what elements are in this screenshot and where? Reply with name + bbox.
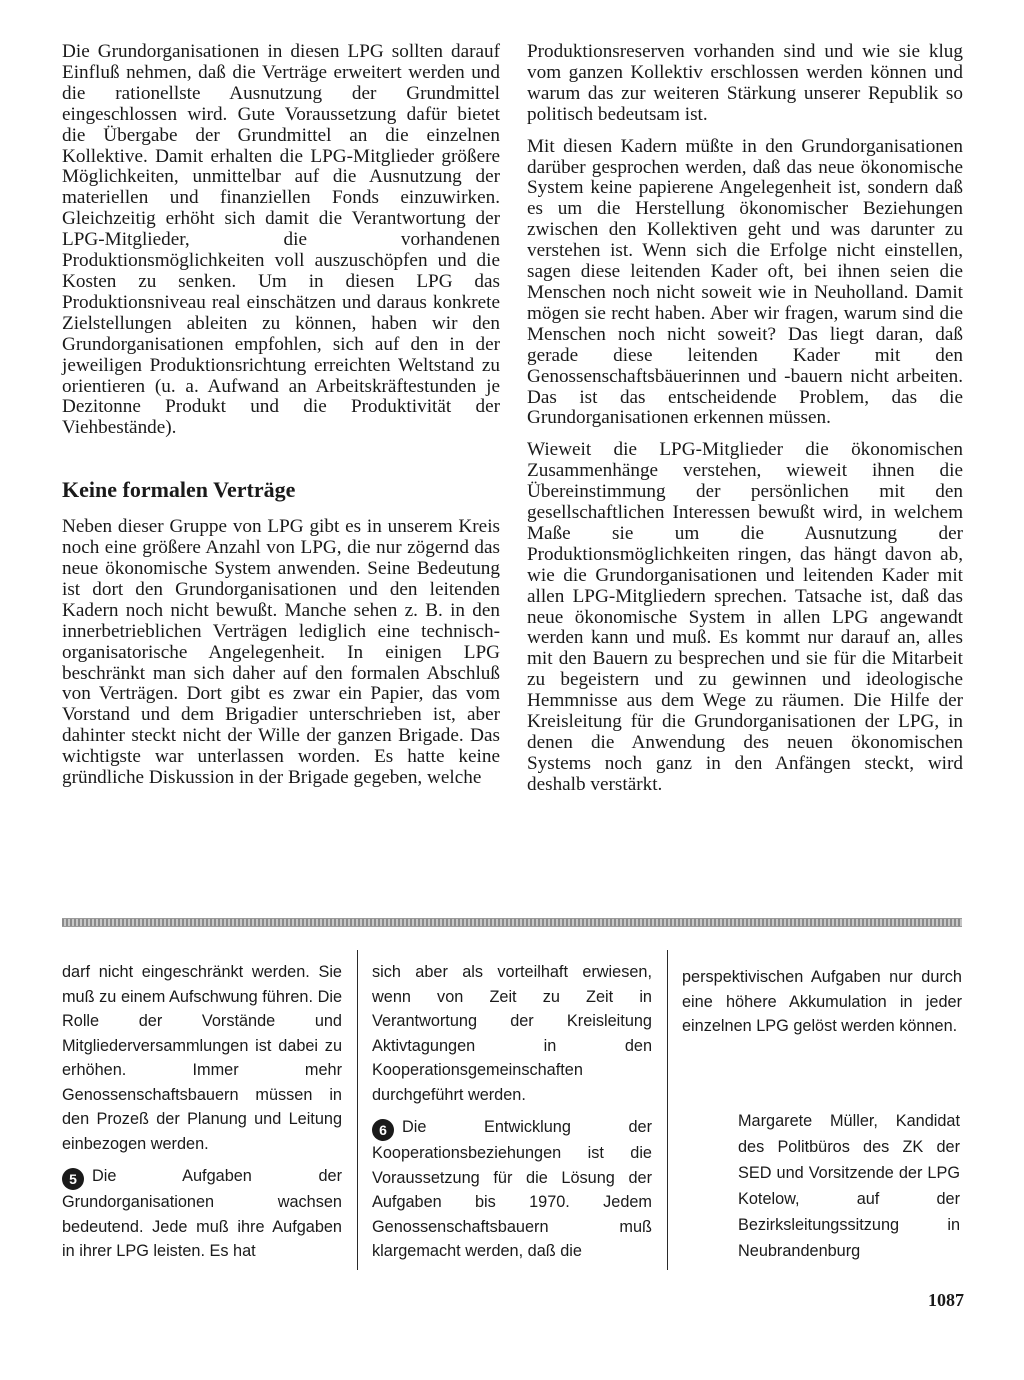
- lower-column-3: [682, 965, 962, 1039]
- upper-left-paragraph-1: Die Grundorganisationen in diesen LPG sollten darauf Einfluß nehmen, daß die Verträge erweitert werden und die rationellste Ausnutzung der Grundmittel eingeschlossen wird. Gute Voraussetzung dafür bietet die Übergabe der Grundmittel an die einzelnen Kollektive. Damit erhalten die LPG-Mitglieder größere Möglichkeiten, unmittelbar auf die Ausnutzung der materiellen und finanziellen Fonds einzuwirken. Gleichzeitig erhöht sich damit die Verantwortung der LPG-Mitglieder, die vorhandenen Produktionsmöglichkeiten voll auszuschöpfen und die Kosten zu senken. Um in diesen LPG das Produktionsniveau real einschätzen und daraus konkrete Zielstellungen ableiten zu können, haben wir den Grundorganisationen empfohlen, sich auf den in der jeweiligen Produktionsrichtung erreichten Weltstand zu orientieren (u. a. Aufwand an Arbeitskräftestunden je Dezitonne Produkt und die Produktivität der Viehbestände).: [62, 41, 500, 439]
- lower-3-text: perspektivischen Aufgaben nur durch eine höhere Akkumulation in jeder einzelnen LPG gelöst werden können.: [682, 968, 962, 1035]
- lower-2-text-a: sich aber als vorteilhaft erwiesen, wenn von Zeit zu Zeit in Verantwortung der Kreisleitung Aktivtagungen in den Kooperationsgemeinschaften durchgeführt werden.: [372, 963, 652, 1104]
- lower-2-text-b: Die Entwicklung der Kooperationsbeziehungen ist die Voraussetzung für die Lösung der Aufgaben bis 1970. Jedem Genossenschaftsbauern muß klargemacht werden, daß die: [372, 1118, 652, 1260]
- upper-right-column: [527, 42, 963, 796]
- upper-left-paragraph-2: Neben dieser Gruppe von LPG gibt es in unserem Kreis noch eine größere Anzahl von LPG, die nur zögernd das neue ökonomische System anwenden. Seine Bedeutung ist dort den Grundorganisationen und den leitenden Kadern noch nicht bewußt. Manche sehen z. B. in den innerbetrieblichen Verträgen lediglich eine technisch-organisatorische Angelegenheit. In einigen LPG beschränkt man sich daher auf den formalen Abschluß von Verträgen. Dort gibt es zwar ein Papier, das vom Vorstand und dem Brigadier unterschrieben ist, aber dahinter steckt nicht der Wille der ganzen Brigade. Das wichtigste war unterlassen worden. Es hatte keine gründliche Diskussion in der Brigade gegeben, welche: [62, 516, 500, 789]
- column-rule-1: [357, 950, 358, 1270]
- page-number: 1087: [928, 1290, 964, 1310]
- number-badge-5: 5: [62, 1168, 84, 1190]
- lower-1-text-a: darf nicht eingeschränkt werden. Sie muß zu einem Aufschwung führen. Die Rolle der Vorstände und Mitgliederversammlungen ist dabei zu erhöhen. Immer mehr Genossenschaftsbauern müssen in den Prozeß der Planung und Leitung einbezogen werden.: [62, 963, 342, 1153]
- column-rule-2: [667, 950, 668, 1270]
- lower-1-item-5: [62, 1164, 342, 1264]
- lower-column-1: [62, 960, 342, 1264]
- upper-right-paragraph-1: Produktionsreserven vorhanden sind und wie sie klug vom ganzen Kollektiv erschlossen werden können und warum das zur weiteren Stärkung unserer Republik so politisch bedeutsam ist.: [527, 41, 963, 125]
- lower-column-2: [372, 960, 652, 1264]
- author-signature: Margarete Müller, Kandidat des Politbüros des ZK der SED und Vorsitzende der LPG Kotelow, auf der Bezirksleitungssitzung in Neubrandenburg: [738, 1112, 960, 1260]
- upper-left-column: [62, 42, 500, 789]
- upper-right-paragraph-3: Wieweit die LPG-Mitglieder die ökonomischen Zusammenhänge verstehen, wieweit ihnen die Übereinstimmung der persönlichen mit den gesellschaftlichen Interessen bewußt wird, in welchem Maße sie um die Ausnutzung der Produktionsmöglichkeiten ringen, das hängt davon ab, wie die Grundorganisationen und leitenden Kader mit allen LPG-Mitgliedern sprechen. Tatsache ist, daß das neue ökonomische System in allen LPG angewandt werden kann und muß. Es kommt nur darauf an, alles mit den Bauern zu besprechen und sie für die Mitarbeit zu begeistern und zu gewinnen und ideologische Hemmnisse aus dem Wege zu räumen. Die Hilfe der Kreisleitung für die Grundorganisationen der LPG, in denen die Anwendung des neuen ökonomischen Systems noch ganz in den Anfängen steckt, wird deshalb verstärkt.: [527, 439, 963, 795]
- lower-1-text-b: Die Aufgaben der Grundorganisationen wachsen bedeutend. Jede muß ihre Aufgaben in ihrer LPG leisten. Es hat: [62, 1167, 342, 1260]
- lower-2-item-6: [372, 1115, 652, 1264]
- section-divider: [62, 918, 962, 927]
- section-heading: Keine formalen Verträge: [62, 477, 296, 503]
- number-badge-6: 6: [372, 1119, 394, 1141]
- upper-right-paragraph-2: Mit diesen Kadern müßte in den Grundorganisationen darüber gesprochen werden, daß das neue ökonomische System keine papierene Angelegenheit ist, sondern daß es um die Herstellung ökonomischer Beziehungen zwischen den Kollektiven geht und was darunter zu verstehen ist. Wenn sich die Erfolge nicht einstellen, sagen diese leitenden Kader oft, bei ihnen seien die Menschen noch nicht soweit wie in Neuholland. Damit mögen sie recht haben. Aber wir fragen, warum sind die Menschen noch nicht soweit? Das liegt daran, daß gerade diese leitenden Kader mit den Genossenschaftsbäuerinnen und -bauern nicht arbeiten. Das ist das entscheidende Problem, das die Grundorganisationen erkennen müssen.: [527, 135, 963, 429]
